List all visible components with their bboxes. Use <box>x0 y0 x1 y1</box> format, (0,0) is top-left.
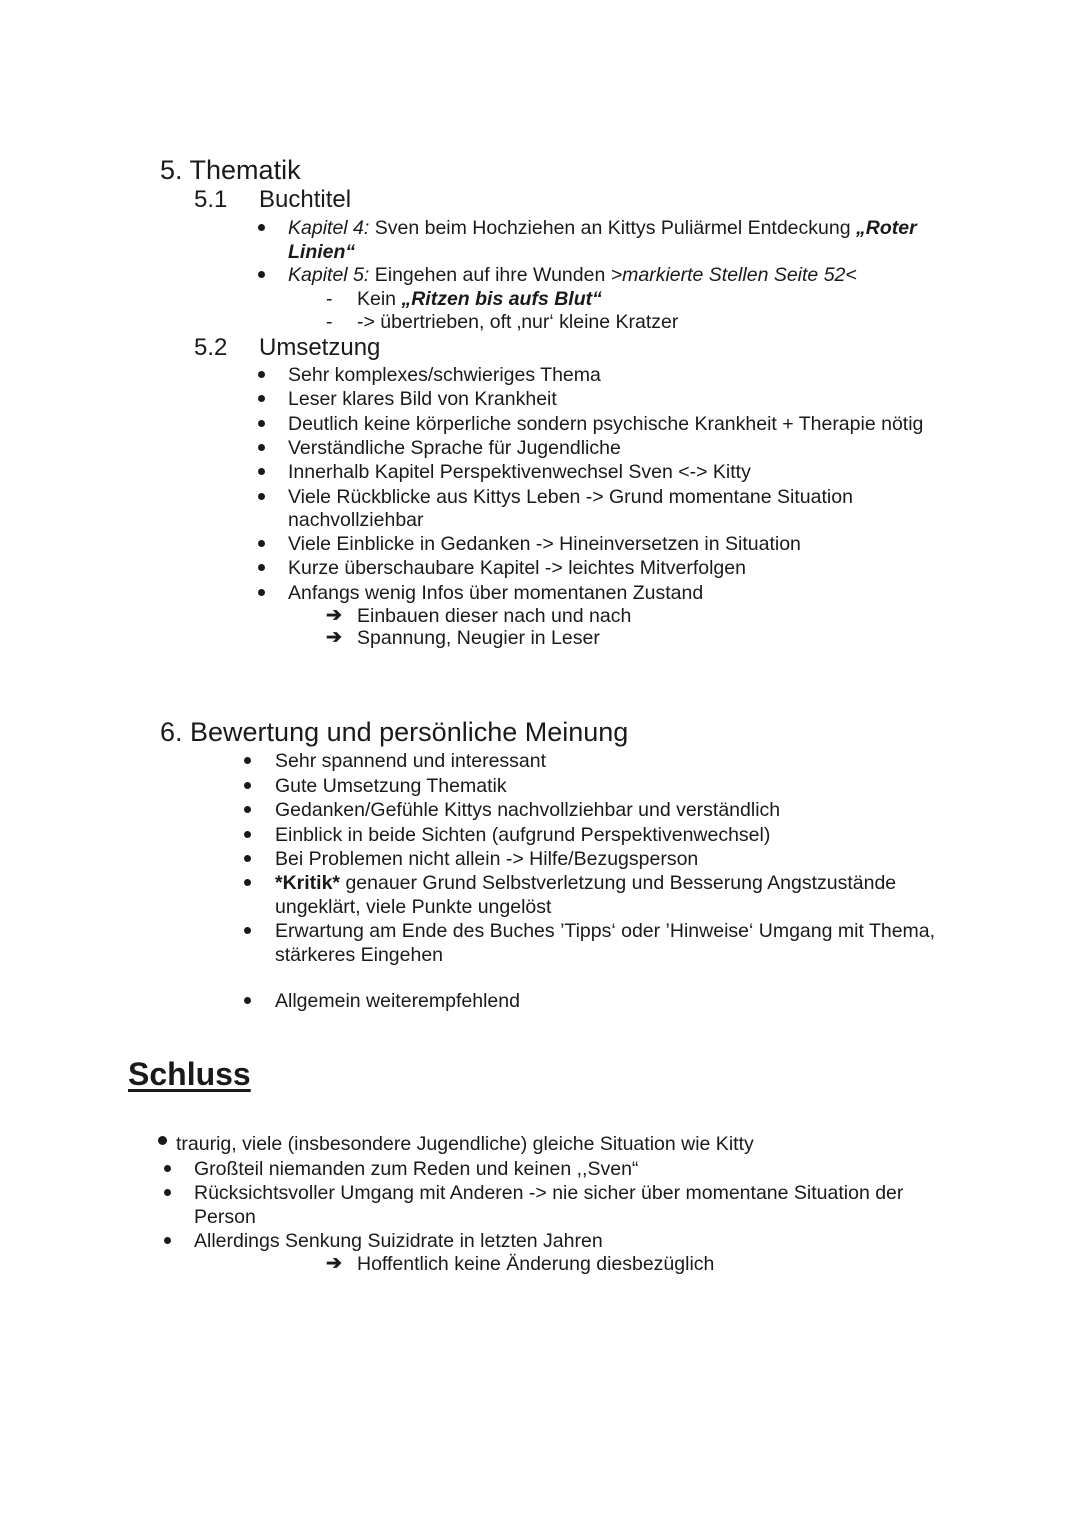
section-5-title: 5. Thematik <box>160 155 301 185</box>
bullet <box>164 1189 171 1196</box>
list-item: Verständliche Sprache für Jugendliche <box>288 437 621 459</box>
list-item-continuation: Person <box>194 1206 256 1228</box>
dash-marker: - <box>326 311 333 333</box>
bullet <box>244 855 251 862</box>
list-item-continuation: stärkeres Eingehen <box>275 944 444 966</box>
bullet <box>244 831 251 838</box>
bullet <box>244 806 251 813</box>
arrow-right-icon: ➔ <box>326 1253 342 1274</box>
section-6-title: 6. Bewertung und persönliche Meinung <box>160 717 629 747</box>
bullet <box>258 444 265 451</box>
bullet <box>258 493 265 500</box>
bullet <box>258 564 265 571</box>
dash-marker: - <box>326 288 333 310</box>
list-item: Einblick in beide Sichten (aufgrund Perspektivenwechsel) <box>275 824 771 846</box>
bullet <box>244 997 251 1004</box>
arrow-item: Hoffentlich keine Änderung diesbezüglich <box>357 1253 715 1275</box>
bullet <box>258 224 265 231</box>
bullet <box>258 540 265 547</box>
arrow-right-icon: ➔ <box>326 627 342 648</box>
list-item: Anfangs wenig Infos über momentanen Zustand <box>288 582 704 604</box>
bullet <box>164 1237 171 1244</box>
list-item: Innerhalb Kapitel Perspektivenwechsel Sven <-> Kitty <box>288 461 751 483</box>
list-item-continuation: Linien“ <box>288 241 356 263</box>
bullet <box>258 395 265 402</box>
bullet <box>158 1136 167 1145</box>
list-item-continuation: ungeklärt, viele Punkte ungelöst <box>275 896 552 918</box>
list-item: *Kritik* genauer Grund Selbstverletzung und Besserung Angstzustände <box>275 872 897 894</box>
list-item: Kapitel 4: Sven beim Hochziehen an Kittys Puliärmel Entdeckung „Roter <box>288 217 917 239</box>
list-item: Gedanken/Gefühle Kittys nachvollziehbar und verständlich <box>275 799 781 821</box>
list-item: Viele Einblicke in Gedanken -> Hineinversetzen in Situation <box>288 533 801 555</box>
list-item: Kurze überschaubare Kapitel -> leichtes Mitverfolgen <box>288 557 746 579</box>
schluss-heading: Schluss <box>128 1056 251 1092</box>
list-item: Bei Problemen nicht allein -> Hilfe/Bezugsperson <box>275 848 699 870</box>
list-item: Rücksichtsvoller Umgang mit Anderen -> nie sicher über momentane Situation der <box>194 1182 904 1204</box>
list-item: Allgemein weiterempfehlend <box>275 990 520 1012</box>
list-item: Leser klares Bild von Krankheit <box>288 388 557 410</box>
arrow-right-icon: ➔ <box>326 605 342 626</box>
list-item: Allerdings Senkung Suizidrate in letzten Jahren <box>194 1230 603 1252</box>
list-item: Großteil niemanden zum Reden und keinen ,,Sven“ <box>194 1158 639 1180</box>
bullet <box>244 782 251 789</box>
section-5-2-title: Umsetzung <box>259 334 381 361</box>
bullet <box>244 757 251 764</box>
bullet <box>244 927 251 934</box>
sub-list-item: -> übertrieben, oft ‚nur‘ kleine Kratzer <box>357 311 679 333</box>
bullet <box>244 879 251 886</box>
bullet <box>258 468 265 475</box>
bullet <box>258 589 265 596</box>
bullet <box>258 271 265 278</box>
list-item: Sehr spannend und interessant <box>275 750 547 772</box>
section-5-1-number: 5.1 <box>194 186 228 213</box>
list-item: Gute Umsetzung Thematik <box>275 775 507 797</box>
bullet <box>258 371 265 378</box>
list-item: traurig, viele (insbesondere Jugendliche) gleiche Situation wie Kitty <box>176 1133 754 1155</box>
list-item: Viele Rückblicke aus Kittys Leben -> Grund momentane Situation <box>288 486 853 508</box>
section-5-1-title: Buchtitel <box>259 186 352 213</box>
list-item: Erwartung am Ende des Buches ’Tipps‘ oder ’Hinweise‘ Umgang mit Thema, <box>275 920 936 942</box>
arrow-item: Spannung, Neugier in Leser <box>357 627 600 649</box>
bullet <box>164 1165 171 1172</box>
list-item: Kapitel 5: Eingehen auf ihre Wunden >markierte Stellen Seite 52< <box>288 264 857 286</box>
list-item: Sehr komplexes/schwieriges Thema <box>288 364 601 386</box>
list-item-continuation: nachvollziehbar <box>288 509 424 531</box>
sub-list-item: Kein „Ritzen bis aufs Blut“ <box>357 288 602 310</box>
bullet <box>258 420 265 427</box>
section-5-2-number: 5.2 <box>194 334 228 361</box>
arrow-item: Einbauen dieser nach und nach <box>357 605 632 627</box>
list-item: Deutlich keine körperliche sondern psychische Krankheit + Therapie nötig <box>288 413 924 435</box>
